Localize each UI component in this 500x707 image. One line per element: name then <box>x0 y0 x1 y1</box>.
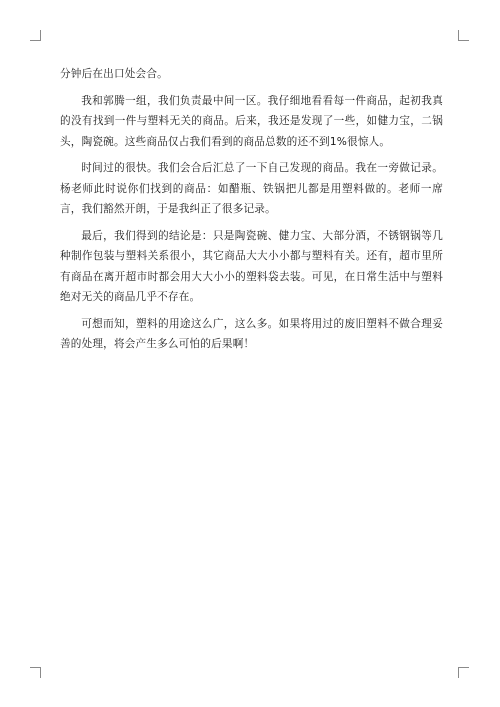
crop-mark-top-right <box>458 30 469 41</box>
paragraph-group-search: 我和郭腾一组，我们负责最中间一区。我仔细地看看每一件商品，起初我真的没有找到一件与塑料无关的商品。后来，我还是发现了一些，如健力宝，二锅头，陶瓷碗。这些商品仅占我们看到的商品总数的还不到1%很惊人。 <box>60 94 443 148</box>
crop-mark-top-left <box>30 30 41 41</box>
paragraph-reflection: 可想而知，塑料的用途这么广，这么多。如果将用过的废旧塑料不做合理妥善的处理，将会产生多么可怕的后果啊！ <box>60 317 443 350</box>
paragraph-summary: 时间过的很快。我们会合后汇总了一下自己发现的商品。我在一旁做记录。杨老师此时说你们找到的商品：如醋瓶、铁锅把儿都是用塑料做的。老师一席言，我们豁然开朗，于是我纠正了很多记录。 <box>60 162 443 215</box>
document-body <box>60 64 443 361</box>
crop-mark-bottom-left <box>30 667 41 678</box>
paragraph-continuation: 分钟后在出口处会合。 <box>60 68 168 80</box>
paragraph-conclusion: 最后，我们得到的结论是：只是陶瓷碗、健力宝、大部分酒，不锈钢锅等几种制作包装与塑料关系很小，其它商品大大小小都与塑料有关。还有，超市里所有商品在离开超市时都会用大大小小的塑料袋去装。可见，在日常生活中与塑料绝对无关的商品几乎不存在。 <box>60 229 443 303</box>
crop-mark-bottom-right <box>458 667 469 678</box>
